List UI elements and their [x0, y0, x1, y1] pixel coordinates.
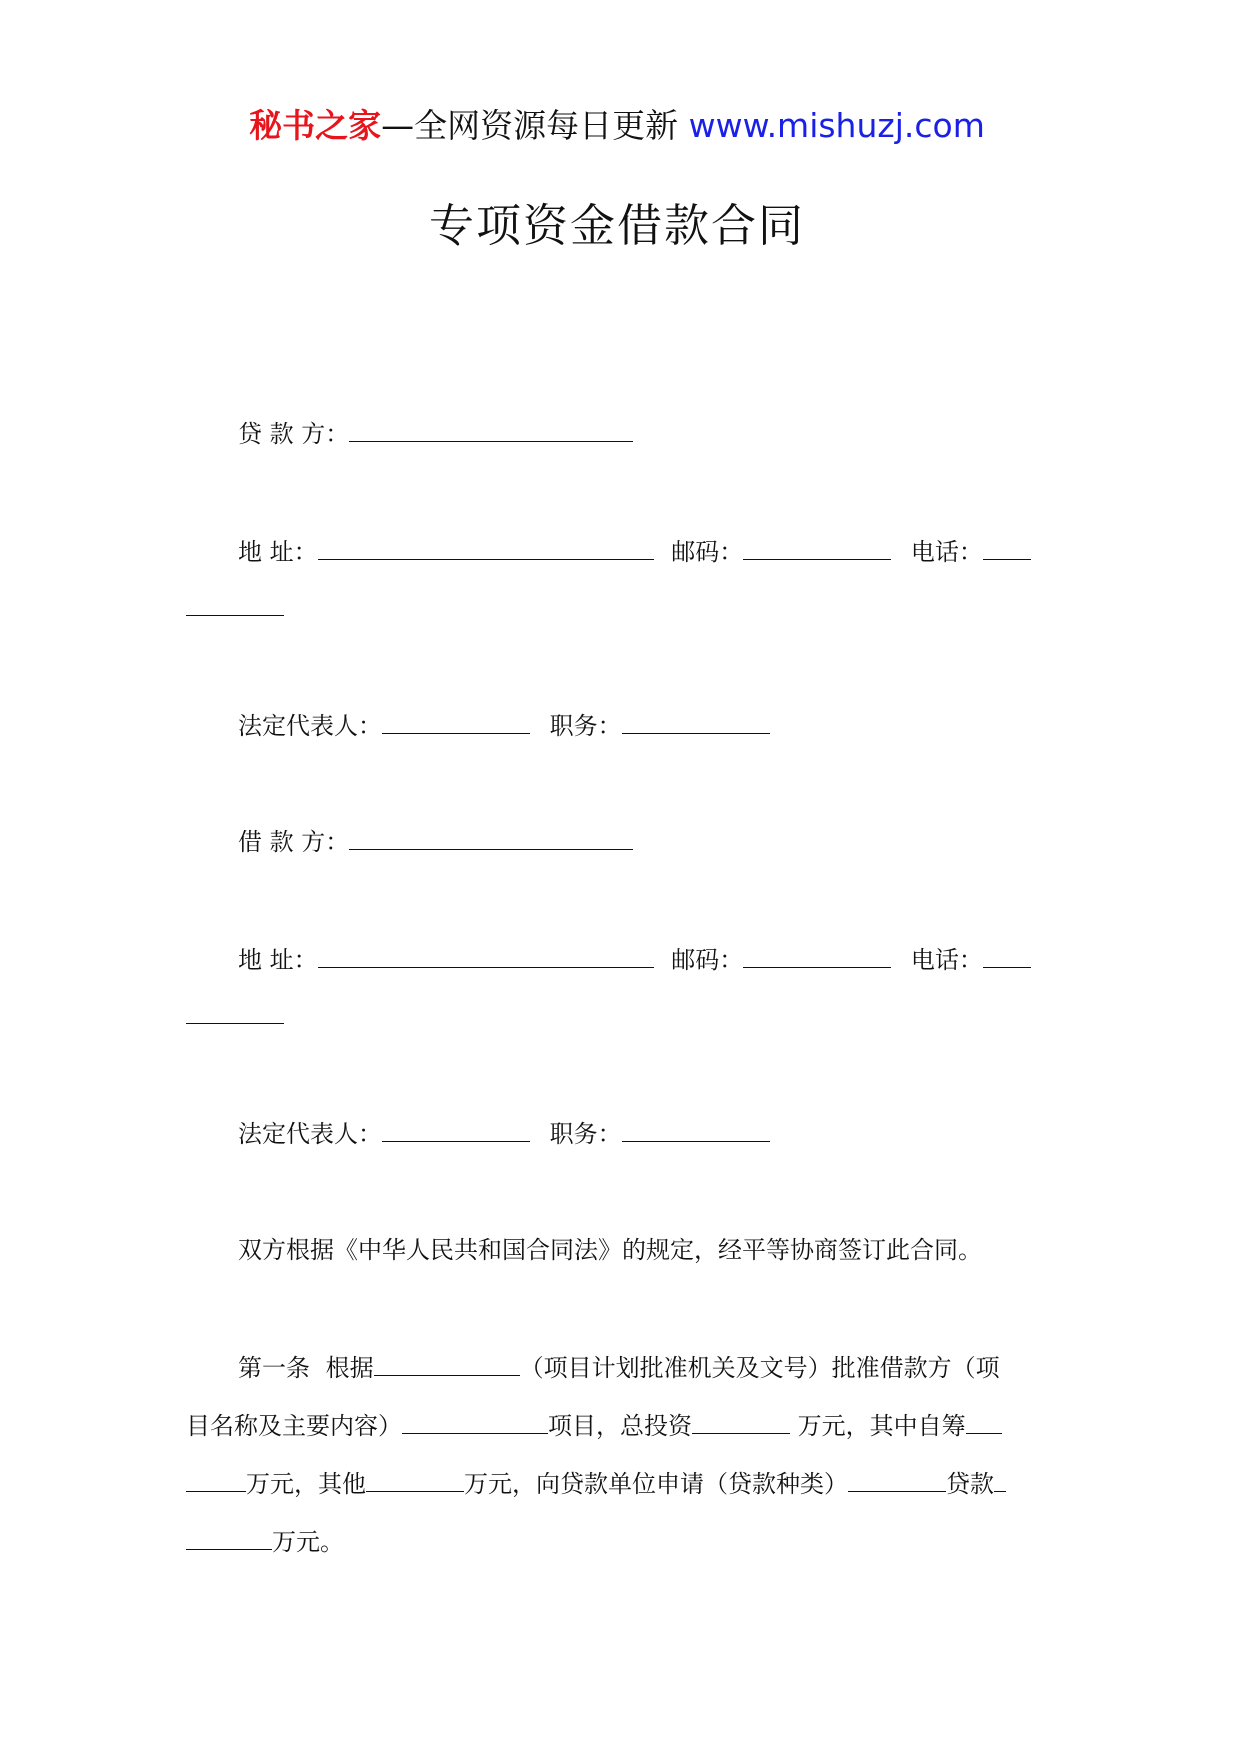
lender-line	[238, 418, 633, 450]
borrower-rep-label: 法定代表人：	[238, 1120, 382, 1148]
lender-rep-label: 法定代表人：	[238, 712, 382, 740]
article1-text-amount-unit: 万元。	[272, 1528, 344, 1556]
borrower-phone-continuation	[186, 1000, 284, 1032]
total-investment-field[interactable]	[692, 1411, 790, 1434]
article1-line4	[186, 1526, 344, 1558]
article1-text-project: 目名称及主要内容）	[186, 1412, 402, 1440]
borrower-rep-line	[238, 1118, 770, 1150]
article1-text-other: 万元，其他	[246, 1470, 366, 1498]
loan-amount-field[interactable]	[994, 1469, 1006, 1492]
lender-position-field[interactable]	[622, 711, 770, 734]
borrower-phone-label: 电话：	[910, 946, 983, 974]
article1-text-approval: （项目计划批准机关及文号）批准借款方（项	[519, 1354, 1000, 1382]
self-funded-field[interactable]	[966, 1411, 1002, 1434]
article1-label: 第一条	[238, 1354, 310, 1382]
article1-text-self-funded: 万元，其中自筹	[790, 1412, 966, 1440]
lender-phone-field-cont[interactable]	[186, 593, 284, 616]
article1-text-basis: 根据	[325, 1354, 374, 1382]
borrower-name-field[interactable]	[349, 827, 633, 850]
loan-type-field[interactable]	[848, 1469, 946, 1492]
article1-text-loan: 贷款	[946, 1470, 994, 1498]
article1-text-investment: 项目，总投资	[548, 1412, 692, 1440]
lender-postcode-label: 邮码：	[671, 538, 744, 566]
lender-phone-label: 电话：	[910, 538, 983, 566]
lender-label: 贷 款 方：	[238, 420, 350, 448]
borrower-phone-field-cont[interactable]	[186, 1001, 284, 1024]
project-name-field[interactable]	[402, 1411, 548, 1434]
borrower-label: 借 款 方：	[238, 828, 350, 856]
lender-phone-field[interactable]	[983, 537, 1031, 560]
lender-address-field[interactable]	[318, 537, 654, 560]
lender-rep-line	[238, 710, 770, 742]
lender-rep-field[interactable]	[382, 711, 530, 734]
borrower-position-label: 职务：	[549, 1120, 622, 1148]
lender-postcode-field[interactable]	[743, 537, 891, 560]
intro-paragraph: 双方根据《中华人民共和国合同法》的规定，经平等协商签订此合同。	[238, 1236, 982, 1264]
article1-line2	[186, 1410, 1002, 1442]
lender-phone-continuation	[186, 592, 284, 624]
banner-tagline: —全网资源每日更新	[381, 106, 679, 145]
self-funded-field-cont[interactable]	[186, 1469, 246, 1492]
loan-amount-field-cont[interactable]	[186, 1527, 272, 1550]
lender-address-line	[238, 536, 1031, 568]
lender-name-field[interactable]	[349, 419, 633, 442]
borrower-postcode-field[interactable]	[743, 945, 891, 968]
brand-name: 秘书之家	[249, 106, 382, 145]
borrower-address-label: 地 址：	[238, 946, 318, 974]
borrower-rep-field[interactable]	[382, 1119, 530, 1142]
borrower-position-field[interactable]	[622, 1119, 770, 1142]
site-banner	[0, 104, 1234, 148]
document-title: 专项资金借款合同	[428, 199, 805, 252]
borrower-address-line	[238, 944, 1031, 976]
article1-line1	[238, 1352, 1000, 1384]
site-url-link[interactable]: www.mishuzj.com	[688, 106, 985, 145]
article1-text-apply: 万元，向贷款单位申请（贷款种类）	[464, 1470, 848, 1498]
borrower-phone-field[interactable]	[983, 945, 1031, 968]
article1-line3	[186, 1468, 1006, 1500]
other-funds-field[interactable]	[366, 1469, 464, 1492]
borrower-address-field[interactable]	[318, 945, 654, 968]
borrower-line	[238, 826, 633, 858]
lender-position-label: 职务：	[549, 712, 622, 740]
approval-authority-field[interactable]	[374, 1353, 520, 1376]
lender-address-label: 地 址：	[238, 538, 318, 566]
borrower-postcode-label: 邮码：	[671, 946, 744, 974]
